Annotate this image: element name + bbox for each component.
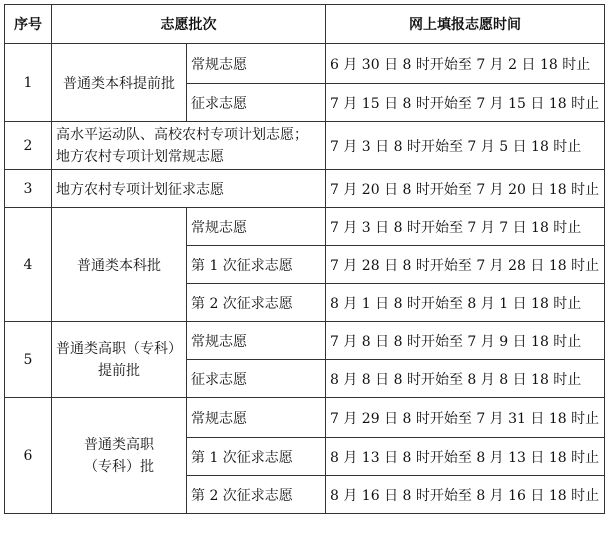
volunteer-schedule-table	[4, 4, 605, 514]
time-range: 7 月 3 日 8 时开始至 7 月 5 日 18 时止	[326, 122, 605, 170]
schedule-table-wrapper	[4, 4, 605, 514]
time-range: 7 月 29 日 8 时开始至 7 月 31 日 18 时止	[326, 398, 605, 438]
sub-batch: 第 2 次征求志愿	[187, 284, 326, 322]
time-range: 8 月 8 日 8 时开始至 8 月 8 日 18 时止	[326, 360, 605, 398]
header-batch: 志愿批次	[52, 5, 326, 44]
table-row	[5, 170, 605, 208]
batch-name-line1: 普通类高职（专科）	[56, 340, 182, 357]
batch-name-line2: （专科）批	[84, 458, 154, 475]
batch-name-line1: 高水平运动队、高校农村专项计划志愿；	[56, 126, 308, 143]
batch-name: 普通类本科批	[52, 208, 187, 322]
time-range: 7 月 15 日 8 时开始至 7 月 15 日 18 时止	[326, 84, 605, 122]
time-range: 7 月 20 日 8 时开始至 7 月 20 日 18 时止	[326, 170, 605, 208]
batch-name: 地方农村专项计划征求志愿	[52, 170, 326, 208]
row-index: 6	[5, 398, 52, 514]
batch-name-line2: 地方农村专项计划常规志愿	[56, 148, 224, 165]
time-range: 6 月 30 日 8 时开始至 7 月 2 日 18 时止	[326, 44, 605, 84]
sub-batch: 常规志愿	[187, 44, 326, 84]
time-range: 8 月 1 日 8 时开始至 8 月 1 日 18 时止	[326, 284, 605, 322]
sub-batch: 第 2 次征求志愿	[187, 476, 326, 514]
sub-batch: 常规志愿	[187, 208, 326, 246]
row-index: 4	[5, 208, 52, 322]
row-index: 1	[5, 44, 52, 122]
header-index: 序号	[5, 5, 52, 44]
table-row	[5, 44, 605, 84]
batch-name	[52, 122, 326, 170]
sub-batch: 第 1 次征求志愿	[187, 246, 326, 284]
sub-batch: 征求志愿	[187, 360, 326, 398]
time-range: 8 月 16 日 8 时开始至 8 月 16 日 18 时止	[326, 476, 605, 514]
time-range: 7 月 8 日 8 时开始至 7 月 9 日 18 时止	[326, 322, 605, 360]
batch-name	[52, 322, 187, 398]
sub-batch: 征求志愿	[187, 84, 326, 122]
header-time: 网上填报志愿时间	[326, 5, 605, 44]
time-range: 8 月 13 日 8 时开始至 8 月 13 日 18 时止	[326, 438, 605, 476]
time-range: 7 月 28 日 8 时开始至 7 月 28 日 18 时止	[326, 246, 605, 284]
table-row	[5, 208, 605, 246]
batch-name-line1: 普通类高职	[84, 436, 154, 453]
row-index: 5	[5, 322, 52, 398]
sub-batch: 常规志愿	[187, 398, 326, 438]
table-row	[5, 398, 605, 438]
table-row	[5, 322, 605, 360]
sub-batch: 第 1 次征求志愿	[187, 438, 326, 476]
row-index: 3	[5, 170, 52, 208]
sub-batch: 常规志愿	[187, 322, 326, 360]
table-row	[5, 122, 605, 170]
row-index: 2	[5, 122, 52, 170]
time-range: 7 月 3 日 8 时开始至 7 月 7 日 18 时止	[326, 208, 605, 246]
batch-name-line2: 提前批	[98, 362, 140, 379]
batch-name	[52, 398, 187, 514]
batch-name: 普通类本科提前批	[52, 44, 187, 122]
header-row	[5, 5, 605, 44]
